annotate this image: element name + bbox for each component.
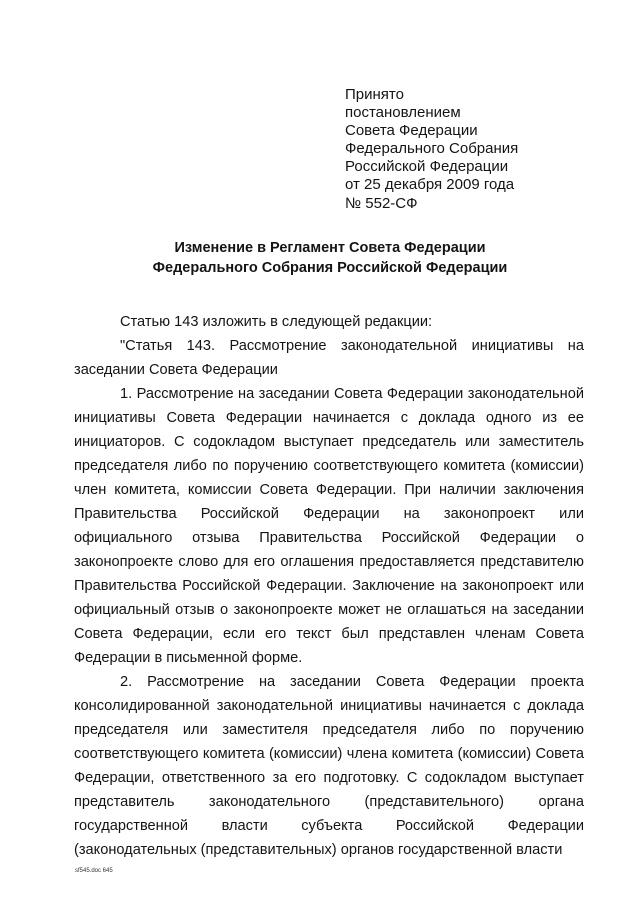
document-body: [74, 310, 584, 862]
title-line-2: Федерального Собрания Российской Федерации: [152, 260, 508, 276]
adoption-date: от 25 декабря 2009 года: [345, 176, 515, 194]
adoption-line: постановлением: [345, 104, 461, 122]
adoption-line: Российской Федерации: [345, 158, 509, 176]
adoption-line: Федерального Собрания: [345, 140, 519, 158]
article-heading: "Статья 143. Рассмотрение законодательной инициативы на заседании Совета Федерации: [74, 338, 584, 378]
intro-paragraph: Статью 143 изложить в следующей редакции:: [120, 314, 433, 330]
paragraph-2: 2. Рассмотрение на заседании Совета Федерации проекта консолидированной законодательной инициативы начинается с доклада председателя или заместителя председателя либо по поручению соответствующего комитета (комиссии) члена комитета (комиссии) Совета Федерации, ответственного за его подготовку. С содокладом выступает представитель законодательного (представительного) органа государственной власти субъекта Российской Федерации (законодательных (представительных) органов государственной власти: [74, 674, 584, 858]
adoption-note: [345, 86, 518, 213]
adoption-line: Принято: [345, 86, 404, 103]
resolution-number: № 552-СФ: [345, 194, 418, 212]
document-title: [0, 238, 640, 278]
title-line-1: Изменение в Регламент Совета Федерации: [174, 240, 486, 256]
file-reference: sf545.doc 645: [75, 868, 113, 874]
adoption-line: Совета Федерации: [345, 122, 478, 140]
paragraph-1: 1. Рассмотрение на заседании Совета Федерации законодательной инициативы Совета Федерации начинается с доклада одного из ее инициаторов. С содокладом выступает председатель или заместитель председателя либо по поручению соответствующего комитета (комиссии) член комитета, комиссии Совета Федерации. При наличии заключения Правительства Российской Федерации на законопроект или официального отзыва Правительства Российской Федерации о законопроекте слово для его оглашения предоставляется представителю Правительства Российской Федерации. Заключение на законопроект или официальный отзыв о законопроекте может не оглашаться на заседании Совета Федерации, если его текст был представлен членам Совета Федерации в письменной форме.: [74, 386, 584, 666]
